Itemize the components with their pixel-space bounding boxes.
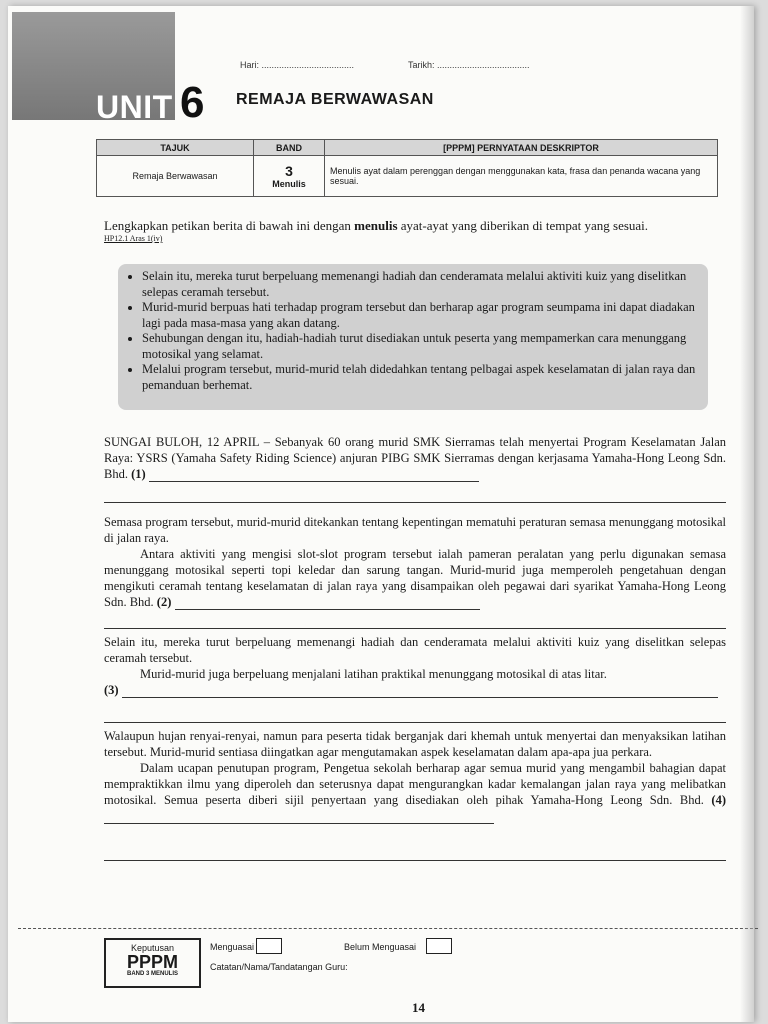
sentence-item: • Murid-murid berpuas hati terhadap program tersebut dan berharap agar program seumpama ini dapat diadakan lagi pada masa-masa yang akan datang. (142, 300, 700, 331)
instruction-text-pre: Lengkapkan petikan berita di bawah ini dengan (104, 218, 355, 233)
instruction-bold: menulis (354, 218, 398, 233)
passage-text: Selain itu, mereka turut berpeluang memenangi hadiah dan cenderamata melalui aktiviti kuiz yang diselitkan selepas ceramah tersebut. (104, 635, 726, 665)
blank-number-4: (4) (711, 793, 726, 807)
unit-number: 6 (180, 78, 205, 127)
passage-text: SUNGAI BULOH, 12 APRIL – Sebanyak 60 orang murid SMK Sierramas telah menyertai Program Keselamatan Jalan Raya: YSRS (Yamaha Safety Riding Science) anjuran PIBG SMK Sierramas dengan kerjasama Yamaha-Hong Leong Sdn. Bhd. (104, 435, 726, 481)
blank-number-3: (3) (104, 683, 119, 697)
worksheet-page (8, 6, 754, 1022)
passage-paragraph-2 (104, 514, 726, 610)
descriptor-table (96, 139, 718, 197)
unit-label: UNIT (96, 89, 173, 125)
answer-line-2b[interactable] (104, 628, 726, 629)
sentence-item: • Selain itu, mereka turut berpeluang memenangi hadiah dan cenderamata melalui aktiviti kuiz yang diselitkan selepas ceramah tersebut. (142, 269, 700, 300)
belum-menguasai-label: Belum Menguasai (344, 942, 417, 952)
cut-line (18, 928, 758, 929)
answer-line-1b[interactable] (104, 502, 726, 503)
instruction (104, 218, 726, 243)
table-row (97, 156, 718, 197)
menguasai-checkbox[interactable] (256, 938, 282, 954)
keputusan-label: Keputusan (130, 943, 175, 953)
table-header-band: BAND (254, 140, 325, 156)
band-label: Menulis (272, 179, 306, 189)
answer-line-3b[interactable] (104, 722, 726, 723)
belum-menguasai-checkbox[interactable] (426, 938, 452, 954)
answer-line-4b[interactable] (104, 860, 726, 861)
passage-text: Semasa program tersebut, murid-murid ditekankan tentang kepentingan mematuhi peraturan semasa menunggang motosikal di jalan raya. (104, 515, 726, 545)
sentence-item: • Melalui program tersebut, murid-murid telah didedahkan tentang pelbagai aspek keselamatan di jalan raya dan pemanduan berhemat. (142, 362, 700, 393)
descriptor-cell: Menulis ayat dalam perenggan dengan menggunakan kata, frasa dan penanda wacana yang sesuai. (325, 156, 718, 197)
sentence-box (118, 264, 708, 410)
pppm-label: PPPM (126, 952, 178, 972)
passage-text: Murid-murid juga berpeluang menjalani latihan praktikal menunggang motosikal di atas litar. (140, 667, 607, 681)
hari-field[interactable]: Hari: ..................................... (240, 60, 355, 70)
answer-line-3[interactable] (122, 697, 718, 698)
unit-title: REMAJA BERWAWASAN (236, 91, 434, 108)
blank-number-1: (1) (131, 467, 146, 481)
passage-paragraph-4 (104, 728, 726, 824)
instruction-text-post: ayat-ayat yang diberikan di tempat yang sesuai. (397, 218, 649, 233)
passage-text: Dalam ucapan penutupan program, Pengetua sekolah berharap agar semua murid yang mengambil bahagian dapat mempraktikkan ilmu yang diperoleh dan seterusnya dapat mengurangkan kadar kemalangan jalan raya yang melibatkan motosikal. Semua peserta diberi sijil penyertaan yang disediakan oleh pihak Yamaha-Hong Leong Sdn. Bhd. (104, 761, 726, 807)
answer-line-1[interactable] (149, 481, 479, 482)
sentence-item: • Sehubungan dengan itu, hadiah-hadiah turut disediakan untuk peserta yang mempamerkan cara menunggang motosikal yang selamat. (142, 331, 700, 362)
answer-line-2[interactable] (175, 609, 480, 610)
table-header-descriptor: [PPPM] PERNYATAAN DESKRIPTOR (325, 140, 718, 156)
catatan-label: Catatan/Nama/Tandatangan Guru: (210, 962, 348, 972)
passage-paragraph-3 (104, 634, 726, 698)
answer-line-4[interactable] (104, 823, 494, 824)
band-footer-label: BAND 3 MENULIS (126, 971, 178, 977)
passage-paragraph-1 (104, 434, 726, 482)
pppm-stamp (104, 938, 201, 988)
menguasai-label: Menguasai (210, 942, 255, 952)
band-cell (254, 156, 325, 197)
band-number: 3 (285, 163, 293, 179)
passage-text: Walaupun hujan renyai-renyai, namun para peserta tidak berganjak dari khemah untuk menyertai dan menyaksikan latihan tersebut. Murid-murid sentiasa diingatkan agar mengutamakan aspek keselamatan dalam apa-apa jua perkara. (104, 729, 726, 759)
instruction-code: HP12.1 Aras 1(iv) (104, 234, 163, 243)
tajuk-cell: Remaja Berwawasan (97, 156, 254, 197)
blank-number-2: (2) (156, 595, 172, 609)
page-number: 14 (412, 1000, 425, 1015)
table-header-tajuk: TAJUK (97, 140, 254, 156)
tarikh-field[interactable]: Tarikh: ..................................... (408, 60, 530, 70)
passage-text: Antara aktiviti yang mengisi slot-slot program tersebut ialah pameran peralatan yang perlu digunakan semasa menunggang motosikal seperti topi keledar dan sarung tangan. Murid-murid juga memperoleh pengetahuan dengan mengikuti ceramah tentang keselamatan di jalan raya yang disampaikan oleh pegawai dari syarikat Yamaha-Hong Leong Sdn. Bhd. (104, 547, 726, 609)
